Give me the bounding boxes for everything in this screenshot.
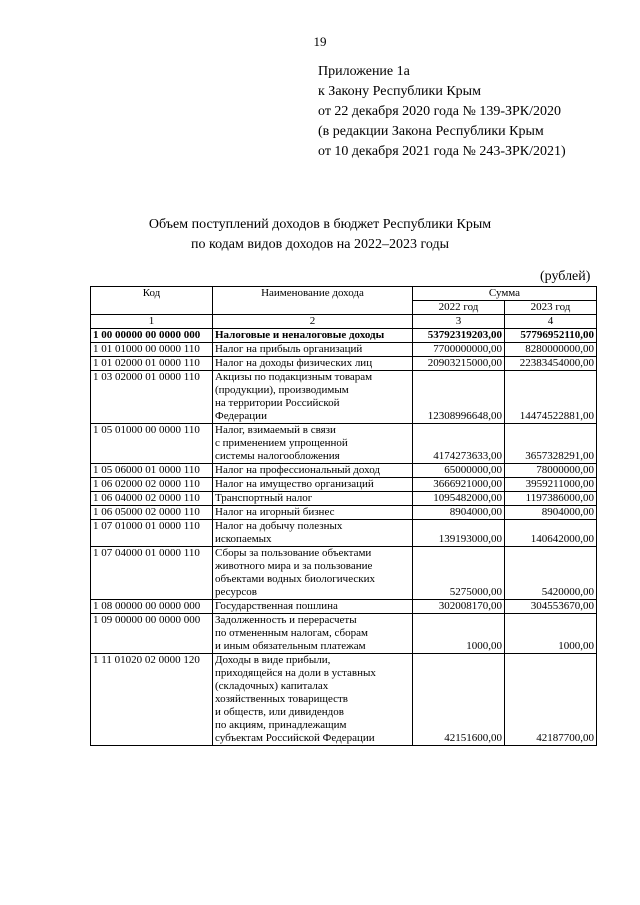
table-row — [91, 478, 597, 492]
row-value-2023: 8904000,00 — [505, 506, 597, 520]
row-code: 1 07 04000 01 0000 110 — [91, 547, 213, 600]
document-title — [0, 215, 640, 255]
row-value-2022: 1000,00 — [413, 614, 505, 654]
row-value-2022: 53792319203,00 — [413, 329, 505, 343]
appendix-line: от 10 декабря 2021 года № 243-ЗРК/2021) — [318, 144, 566, 159]
appendix-line: (в редакции Закона Республики Крым — [318, 124, 544, 139]
header-year-2023: 2023 год — [505, 301, 597, 315]
row-name: Акцизы по подакцизным товарам (продукции), производимым на территории Российской Федерации — [213, 371, 413, 424]
row-name: Налоговые и неналоговые доходы — [213, 329, 413, 343]
row-value-2022: 42151600,00 — [413, 654, 505, 746]
table-row — [91, 654, 597, 746]
row-value-2023: 22383454000,00 — [505, 357, 597, 371]
row-code: 1 01 02000 01 0000 110 — [91, 357, 213, 371]
row-name: Налог, взимаемый в связи с применением упрощенной системы налогообложения — [213, 424, 413, 464]
column-number: 3 — [413, 315, 505, 329]
row-code: 1 01 01000 00 0000 110 — [91, 343, 213, 357]
row-value-2023: 3959211000,00 — [505, 478, 597, 492]
row-name: Транспортный налог — [213, 492, 413, 506]
column-number: 2 — [213, 315, 413, 329]
row-code: 1 05 01000 00 0000 110 — [91, 424, 213, 464]
row-code: 1 06 04000 02 0000 110 — [91, 492, 213, 506]
row-value-2022: 4174273633,00 — [413, 424, 505, 464]
column-number: 1 — [91, 315, 213, 329]
row-code: 1 08 00000 00 0000 000 — [91, 600, 213, 614]
header-code: Код — [91, 287, 213, 315]
table-row — [91, 343, 597, 357]
row-value-2022: 5275000,00 — [413, 547, 505, 600]
row-code: 1 07 01000 01 0000 110 — [91, 520, 213, 547]
table-row — [91, 520, 597, 547]
row-code: 1 11 01020 02 0000 120 — [91, 654, 213, 746]
table-row — [91, 371, 597, 424]
row-value-2022: 20903215000,00 — [413, 357, 505, 371]
row-code: 1 06 02000 02 0000 110 — [91, 478, 213, 492]
row-name: Налог на игорный бизнес — [213, 506, 413, 520]
row-code: 1 00 00000 00 0000 000 — [91, 329, 213, 343]
table-row — [91, 329, 597, 343]
row-value-2023: 3657328291,00 — [505, 424, 597, 464]
row-value-2023: 1197386000,00 — [505, 492, 597, 506]
row-code: 1 06 05000 02 0000 110 — [91, 506, 213, 520]
row-value-2022: 8904000,00 — [413, 506, 505, 520]
title-line-1: Объем поступлений доходов в бюджет Республики Крым — [148, 217, 492, 232]
header-name: Наименование дохода — [213, 287, 413, 315]
header-year-2022: 2022 год — [413, 301, 505, 315]
row-value-2023: 14474522881,00 — [505, 371, 597, 424]
row-value-2022: 302008170,00 — [413, 600, 505, 614]
appendix-line: к Закону Республики Крым — [318, 84, 481, 99]
row-value-2023: 57796952110,00 — [505, 329, 597, 343]
table-row — [91, 357, 597, 371]
row-name: Налог на имущество организаций — [213, 478, 413, 492]
revenue-table — [90, 286, 597, 746]
row-name: Сборы за пользование объектами животного мира и за пользование объектами водных биологических ресурсов — [213, 547, 413, 600]
header-sum: Сумма — [413, 287, 597, 301]
row-value-2023: 304553670,00 — [505, 600, 597, 614]
row-code: 1 09 00000 00 0000 000 — [91, 614, 213, 654]
row-value-2023: 1000,00 — [505, 614, 597, 654]
row-value-2022: 65000000,00 — [413, 464, 505, 478]
row-value-2022: 7700000000,00 — [413, 343, 505, 357]
page-number: 19 — [313, 34, 327, 49]
row-name: Налог на прибыль организаций — [213, 343, 413, 357]
table-row — [91, 464, 597, 478]
row-name: Доходы в виде прибыли, приходящейся на доли в уставных (складочных) капиталах хозяйственных товариществ и обществ, или дивидендов по акциям, принадлежащим субъектам Российской Федерации — [213, 654, 413, 746]
row-value-2023: 5420000,00 — [505, 547, 597, 600]
row-name: Государственная пошлина — [213, 600, 413, 614]
column-number: 4 — [505, 315, 597, 329]
row-value-2023: 8280000000,00 — [505, 343, 597, 357]
row-value-2022: 1095482000,00 — [413, 492, 505, 506]
appendix-line: Приложение 1а — [318, 64, 410, 79]
row-name: Налог на доходы физических лиц — [213, 357, 413, 371]
table-row — [91, 547, 597, 600]
row-value-2023: 42187700,00 — [505, 654, 597, 746]
row-value-2022: 3666921000,00 — [413, 478, 505, 492]
row-value-2022: 139193000,00 — [413, 520, 505, 547]
appendix-line: от 22 декабря 2020 года № 139-ЗРК/2020 — [318, 104, 562, 119]
row-code: 1 03 02000 01 0000 110 — [91, 371, 213, 424]
row-name: Налог на профессиональный доход — [213, 464, 413, 478]
table-row — [91, 424, 597, 464]
table-row — [91, 492, 597, 506]
table-row — [91, 506, 597, 520]
row-name: Задолженность и перерасчеты по отмененным налогам, сборам и иным обязательным платежам — [213, 614, 413, 654]
row-value-2023: 78000000,00 — [505, 464, 597, 478]
table-row — [91, 600, 597, 614]
table-row — [91, 614, 597, 654]
appendix-block — [318, 62, 566, 162]
row-name: Налог на добычу полезных ископаемых — [213, 520, 413, 547]
row-value-2023: 140642000,00 — [505, 520, 597, 547]
row-code: 1 05 06000 01 0000 110 — [91, 464, 213, 478]
column-numbers-row — [91, 315, 597, 329]
row-value-2022: 12308996648,00 — [413, 371, 505, 424]
units-label: (рублей) — [540, 269, 591, 284]
title-line-2: по кодам видов доходов на 2022–2023 годы — [190, 237, 449, 252]
